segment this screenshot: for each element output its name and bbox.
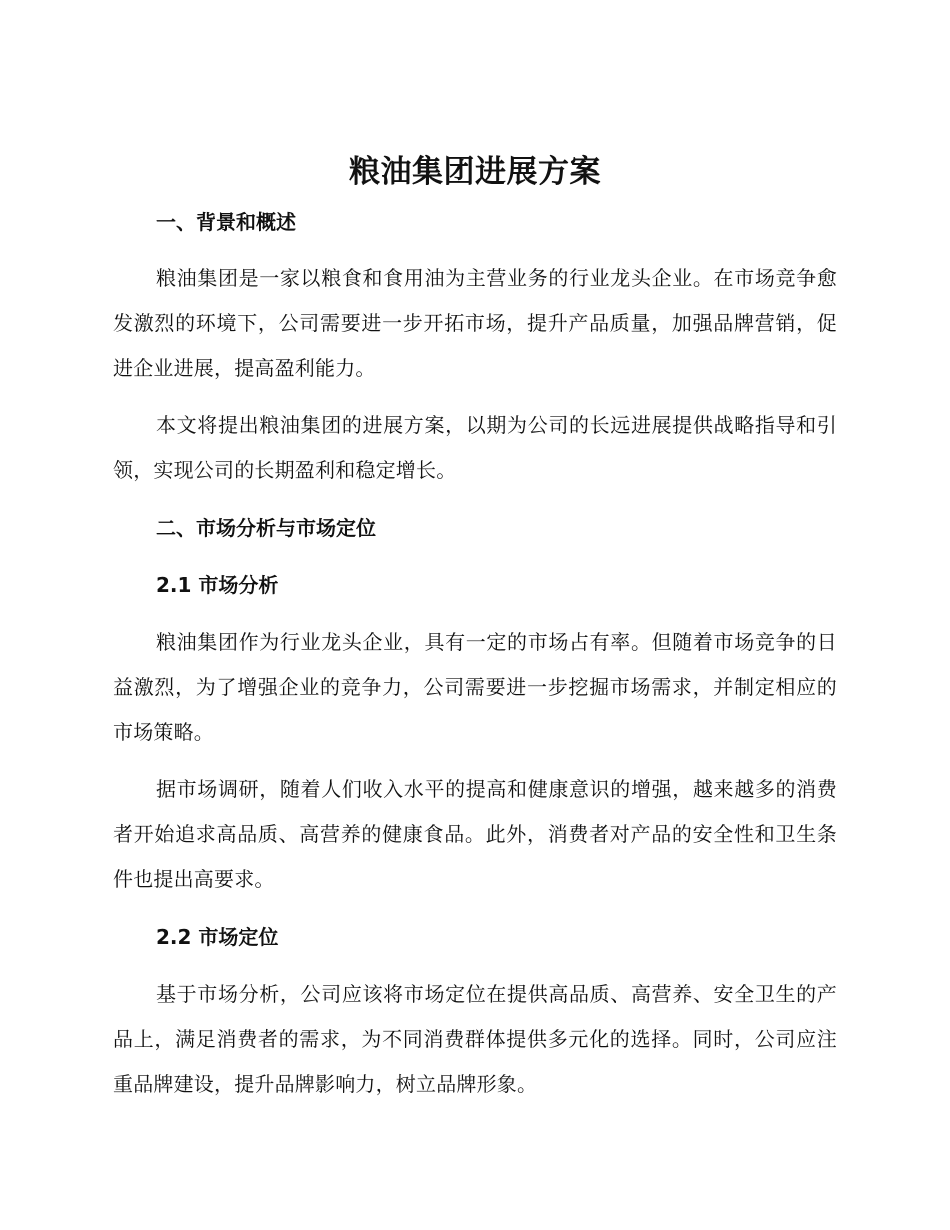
section-2-2-paragraph-1: 基于市场分析，公司应该将市场定位在提供高品质、高营养、安全卫生的产品上，满足消费者的需求，为不同消费群体提供多元化的选择。同时，公司应注重品牌建设，提升品牌影响力，树立品牌形象。 [113,982,837,1096]
section-2-1-heading: 2.1 市场分析 [156,573,279,597]
section-2-2-heading: 2.2 市场定位 [156,925,279,949]
section-2-1-paragraph-1: 粮油集团作为行业龙头企业，具有一定的市场占有率。但随着市场竞争的日益激烈，为了增强企业的竞争力，公司需要进一步挖掘市场需求，并制定相应的市场策略。 [113,630,837,744]
section-1-heading: 一、背景和概述 [156,210,296,234]
section-2-heading: 二、市场分析与市场定位 [156,516,376,540]
section-1-paragraph-2: 本文将提出粮油集团的进展方案，以期为公司的长远进展提供战略指导和引领，实现公司的长期盈利和稳定增长。 [113,413,837,482]
document-title: 粮油集团进展方案 [349,154,601,190]
section-2-1-paragraph-2: 据市场调研，随着人们收入水平的提高和健康意识的增强，越来越多的消费者开始追求高品质、高营养的健康食品。此外，消费者对产品的安全性和卫生条件也提出高要求。 [113,777,837,891]
section-1-paragraph-1: 粮油集团是一家以粮食和食用油为主营业务的行业龙头企业。在市场竞争愈发激烈的环境下，公司需要进一步开拓市场，提升产品质量，加强品牌营销，促进企业进展，提高盈利能力。 [113,266,837,380]
